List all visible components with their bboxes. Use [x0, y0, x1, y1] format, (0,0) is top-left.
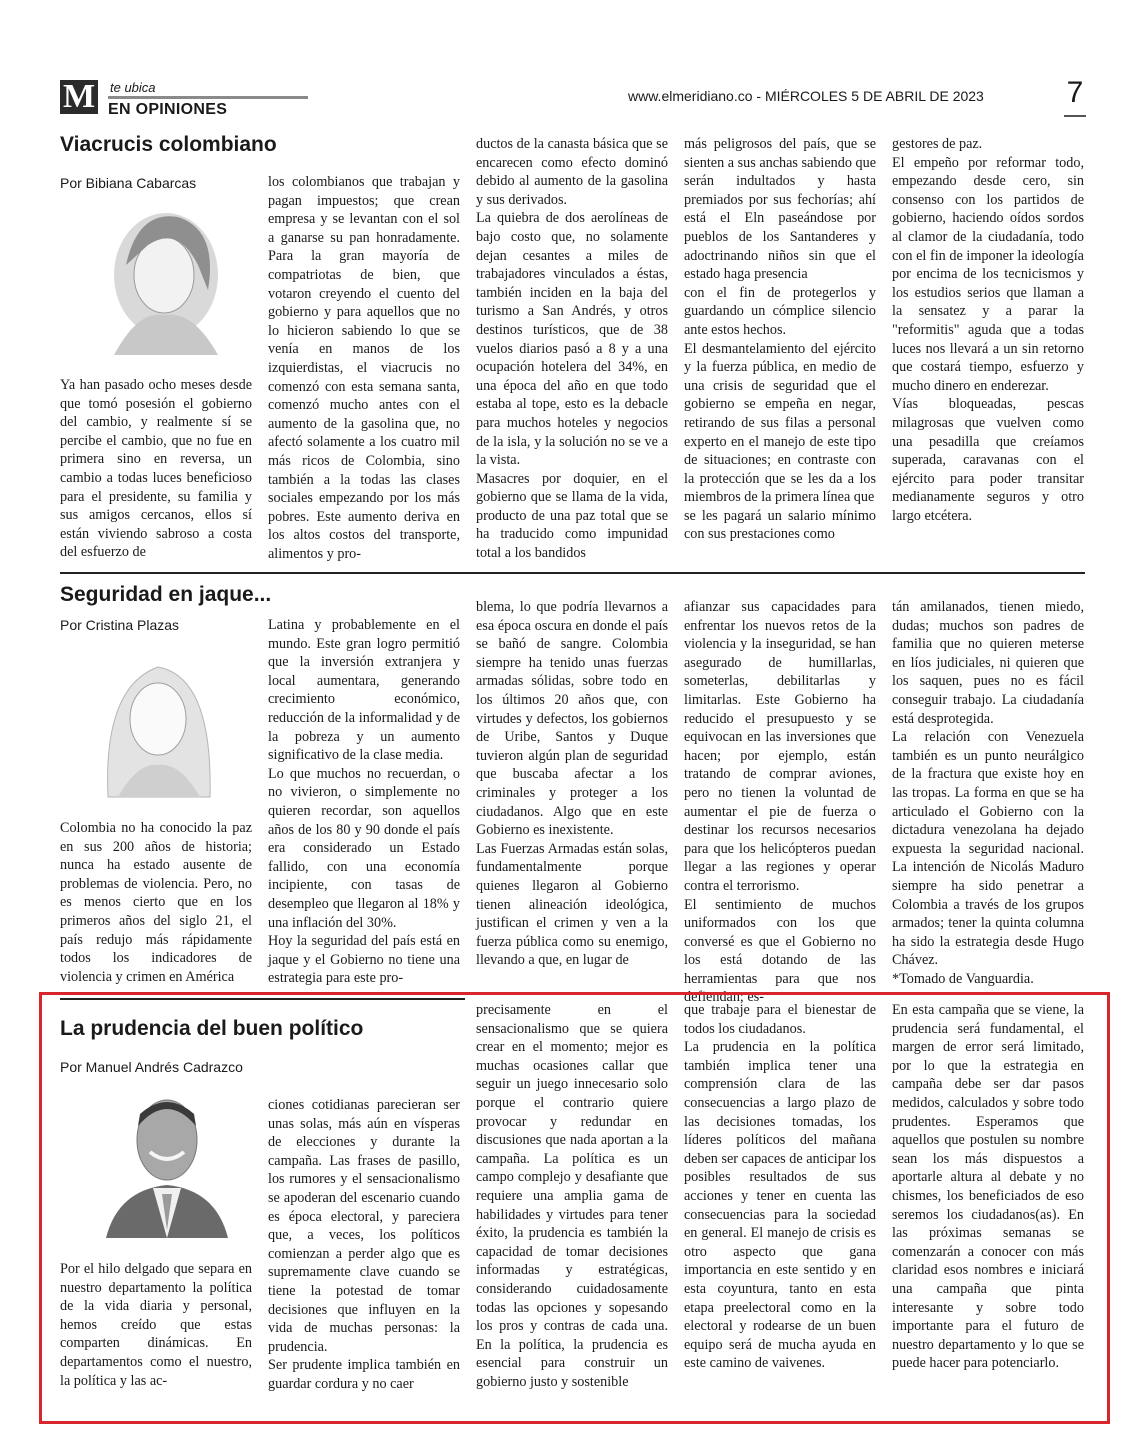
- article-3-column-1: Por el hilo delgado que separa en nuestro departamento la política de la vida diaria y personal, hemos creído que estas comparten dinámicas. En departamentos como el nuestro, la política y las ac-: [60, 1261, 252, 1389]
- article-1-column-2: los colombianos que trabajan y pagan impuestos; que crean empresa y se levantan con el sol a ganarse su pan honradamente. Para la gran mayoría de compatriotas de bien, que votaron creyendo el cuento del gobierno y para aquellos que no lo hicieron sabiendo lo que se venía en manos de los izquierdistas, el viacrucis no comenzó con esta semana santa, comenzó mucho antes con el aumento de la gasolina que, no afectó solamente a los cuatro mil más ricos de Colombia, sino también a la todas las clases sociales empezando por los más pobres. Este aumento deriva en los altos costos del transporte, alimentos y pro-: [268, 174, 460, 562]
- article-byline-1: Por Bibiana Cabarcas: [60, 175, 197, 191]
- article-3-column-5: En esta campaña que se viene, la prudencia será fundamental, el margen de error será limitado, por lo que la estrategia en campaña debe ser dar pasos medidos, calculados y sobre todo prudentes. Esperamos que aquellos que postulen su nombre sean los más dispuestos a aportarle altura al debate y no chismes, los beneficiados de eso seremos los ciudadanos(as). En las próximas semanas se comenzarán a conocer con más claridad esos nombres e iniciará una campaña que pinta interesante y sobre todo importante para el futuro de nuestro departamento y lo que se puede hacer para potenciarlo.: [892, 1002, 1084, 1372]
- article-1-column-3: ductos de la canasta básica que se encarecen como efecto dominó debido al aumento de la gasolina y sus derivados. La quiebra de dos aerolíneas de bajo costo que, no solamente dejan cesantes a miles de trabajadores vinculados a éstas, también inciden en la baja del turismo a San Andrés, y otros destinos turísticos, que de 38 vuelos diarios pasó a 8 y a una ocupación hotelera del 34%, en una época del año en que todo estaba al tope, esto es la debacle para muchos hoteles y negocios de la isla, y la solución no se ve a la vista. Masacres por doquier, en el gobierno que se llama de la vida, producto de una paz total que se ha traducido como impunidad total a los bandidos: [476, 136, 668, 562]
- article-title-1: Viacrucis colombiano: [60, 133, 277, 156]
- article-byline-2: Por Cristina Plazas: [60, 617, 180, 633]
- article-3-column-3: precisamente en el sensacionalismo que se quiera crear en el momento; mejor es muchas ocasiones callar que seguir un juego innecesario solo porque el contrario quiere provocar y redundar en discusiones que nada aportan a la campaña. La política es un campo complejo y desafiante que requiere una amplia gama de habilidades y virtudes para tener éxito, la prudencia es también la capacidad de tomar decisiones informadas y estratégicas, considerando cuidadosamente todas las opciones y sopesando los pros y contras de cada una. En la política, la prudencia es esencial para construir un gobierno justo y sostenible: [476, 1002, 668, 1390]
- article-2-column-3: blema, lo que podría llevarnos a esa época oscura en donde el país se bañó de sangre. Colombia siempre ha tenido unas fuerzas armadas sólidas, sobre todo en los últimos 20 años que, con virtudes y defectos, los gobiernos de Uribe, Santos y Duque tuvieron algún plan de seguridad que buscaba afectar a los criminales y proteger a los ciudadanos. Algo que en este Gobierno es inexistente. Las Fuerzas Armadas están solas, fundamentalmente porque quienes llegaron al Gobierno tienen alineación ideológica, justifican el crimen y ven a la fuerza pública como su enemigo, llevando a que, en lugar de: [476, 599, 668, 969]
- section-kicker: te ubica: [110, 80, 156, 95]
- article-3-column-4: que trabaje para el bienestar de todos los ciudadanos. La prudencia en la política también implica tener una comprensión clara de las consecuencias a largo plazo de las decisiones tomadas, los líderes políticos del mañana deben ser capaces de anticipar los posibles resultados de sus acciones y tener en cuenta las consecuencias para la sociedad en general. El manejo de crisis es otro aspecto que gana importancia en este sentido y en esta coyuntura, tanto en esta etapa preelectoral como en la electoral y rodearse de un buen equipo será de mucha ayuda en este camino de vaivenes.: [684, 1002, 876, 1372]
- article-1-column-1: Ya han pasado ocho meses desde que tomó posesión el gobierno del cambio, y realmente sí se percibe el cambio, que no fue en primera sino en reversa, un cambio a todas luces beneficioso para el presidente, su familia y sus amigos cercanos, ellos sí están viviendo sabroso a costa del esfuerzo de: [60, 377, 252, 561]
- article-1-column-5: gestores de paz. El empeño por reformar todo, empezando desde cero, sin consenso con los partidos de gobierno, haciendo oídos sordos al clamor de la ciudadanía, todo con el fin de imponer la ideología por encima de los tecnicismos y los estudios serios que llaman a la sensatez y a parar la "reformitis" aguda que a todas luces nos llevará a un sin retorno que costará tiempo, esfuerzo y mucho dinero en enderezar. Vías bloqueadas, pescas milagrosas que vuelven como una pesadilla que creíamos superada, caravanas con el ejército para poder transitar medianamente seguros y otro largo etcétera.: [892, 136, 1084, 524]
- section-title: EN OPINIONES: [108, 101, 228, 118]
- article-3-column-2: ciones cotidianas parecieran ser unas solas, más aún en vísperas de elecciones y durante la campaña. Las frases de pasillo, los rumores y el sensacionalismo se apoderan del escenario cuando es época electoral, y pareciera que, a veces, los políticos comienzan a perder algo que es supremamente clave cuando se tiene la potestad de tomar decisiones que influyen en la vida de muchas personas: la prudencia. Ser prudente implica también en guardar cordura y no caer: [268, 1097, 460, 1392]
- newspaper-logo: M: [60, 80, 98, 114]
- article-title-3: La prudencia del buen político: [60, 1017, 364, 1040]
- author-photo-manuel: [98, 1090, 236, 1238]
- article-1-column-4: más peligrosos del país, que se sienten a sus anchas sabiendo que serán indultados y hasta premiados por sus fechorías; ahí está el Eln paseándose por pueblos de los Santanderes y adoctrinando niños sin que el estado haga presencia con el fin de protegerlos y guardando un cómplice silencio ante estos hechos. El desmantelamiento del ejército y la fuerza pública, en medio de una crisis de seguridad que el gobierno se empeña en negar, retirando de sus filas a personal experto en el manejo de este tipo de situaciones; en contraste con la protección que se les da a los miembros de la primera línea que se les pagará un salario mínimo con sus prestaciones como: [684, 136, 876, 543]
- article-2-column-2: Latina y probablemente en el mundo. Este gran logro permitió que la inversión extranjera y local aumentara, generando crecimiento económico, reducción de la informalidad y de la pobreza y un aumento significativo de la clase media. Lo que muchos no recuerdan, o no vivieron, o simplemente no quieren recordar, son aquellos años de los 80 y 90 donde el país era considerado un Estado fallido, con una economía incipiente, con tasas de desempleo que llegaron al 18% y una inflación del 30%. Hoy la seguridad del país está en jaque y el Gobierno no tiene una estrategia para este pro-: [268, 617, 460, 987]
- article-title-2: Seguridad en jaque...: [60, 583, 272, 606]
- date-line: www.elmeridiano.co - MIÉRCOLES 5 DE ABRIL DE 2023: [628, 88, 984, 104]
- article-2-column-1: Colombia no ha conocido la paz en sus 200 años de historia; nunca ha estado ausente de problemas de violencia. Pero, no es menos cierto que en los primeros años del siglo 21, el país redujo más rápidamente todos los indicadores de violencia y crimen en América: [60, 820, 252, 985]
- author-photo-bibiana: [78, 205, 236, 355]
- article-divider-2: [60, 998, 465, 1000]
- author-photo-cristina: [78, 647, 236, 799]
- article-2-column-4: afianzar sus capacidades para enfrentar los nuevos retos de la violencia y la inseguridad, se han asegurado de humillarlas, someterlas, debilitarlas y limitarlas. Este Gobierno ha reducido el presupuesto y se equivocan en las inversiones que hacen; por ejemplo, están tratando de comprar aviones, pero no tienen la voluntad de aumentar el pie de fuerza o destinar los recursos necesarios para que los helicópteros puedan llegar a las regiones y operar contra el terrorismo. El sentimiento de muchos uniformados con los que conversé es que el Gobierno no los está dotando de las herramientas para que nos defiendan; es-: [684, 599, 876, 1006]
- kicker-divider: [108, 96, 308, 99]
- page-number: 7: [1066, 76, 1084, 109]
- page-number-underline: [1064, 115, 1086, 117]
- article-byline-3: Por Manuel Andrés Cadrazco: [60, 1059, 243, 1075]
- article-divider-1: [60, 572, 1085, 574]
- article-2-column-5: tán amilanados, tienen miedo, dudas; muchos son padres de familia que no quieren meterse en líos judiciales, ni quieren que los saquen, pues no es fácil conseguir trabajo. La ciudadanía está desprotegida. La relación con Venezuela también es un punto neurálgico de la fractura que existe hoy en las tropas. La forma en que se ha articulado el Gobierno con la dictadura venezolana ha dejado expuesta la seguridad nacional. La intención de Nicolás Maduro siempre ha sido penetrar a Colombia a través de los grupos armados; tener la quinta columna ha sido la estrategia desde Hugo Chávez. *Tomado de Vanguardia.: [892, 599, 1084, 987]
